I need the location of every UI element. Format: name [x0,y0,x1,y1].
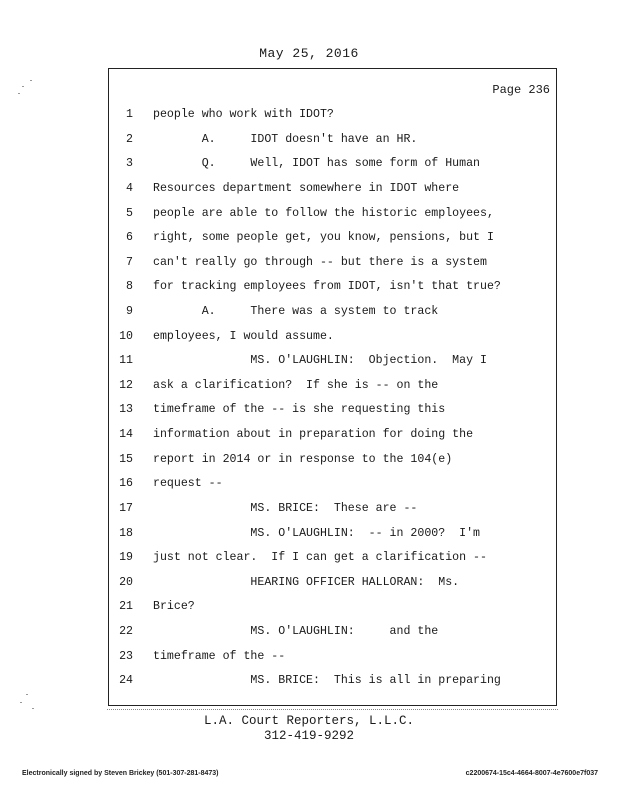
line-text: information about in preparation for doing the [153,428,474,441]
line-text: timeframe of the -- is she requesting this [153,403,446,416]
line-number: 20 [119,576,133,589]
line-number: 6 [126,231,133,244]
transcript-line [109,548,558,568]
line-text: report in 2014 or in response to the 104(e) [153,453,453,466]
firm-phone: 312-419-9292 [263,729,354,743]
line-text: people are able to follow the historic employees, [153,207,494,220]
scan-speck [20,702,22,703]
transcript-line [109,204,558,224]
line-number: 11 [119,354,133,367]
transcript-line [109,327,558,347]
transcript-line [109,179,558,199]
line-number: 14 [119,428,133,441]
transcript-line [109,474,558,494]
transcript-line [109,671,558,691]
line-number: 8 [126,280,133,293]
line-number: 7 [126,256,133,269]
electronic-signature-note: Electronically signed by Steven Brickey (501-307-281-8473) [22,770,219,777]
line-number: 22 [119,625,133,638]
line-text: MS. O'LAUGHLIN: and the [153,625,439,638]
transcript-line [109,351,558,371]
transcript-line [109,597,558,617]
line-text: MS. O'LAUGHLIN: Objection. May I [153,354,487,367]
document-id: c2200674-15c4-4664-8007-4e7600e7f037 [465,770,598,777]
line-text: MS. BRICE: This is all in preparing [153,674,501,687]
line-text: Q. Well, IDOT has some form of Human [153,157,480,170]
transcript-page-frame [108,68,557,706]
line-number: 16 [119,477,133,490]
firm-name: L.A. Court Reporters, L.L.C. [203,714,415,728]
scan-speck [32,708,34,709]
line-text: timeframe of the -- [153,650,286,663]
transcript-line [109,400,558,420]
line-text: can't really go through -- but there is a system [153,256,487,269]
line-text: right, some people get, you know, pensions, but I [153,231,494,244]
line-number: 18 [119,527,133,540]
transcript-line [109,154,558,174]
page-number: Page 236 [492,83,550,97]
line-text: Brice? [153,600,195,613]
line-number: 9 [126,305,133,318]
line-text: for tracking employees from IDOT, isn't that true? [153,280,501,293]
line-number: 2 [126,133,133,146]
transcript-line [109,130,558,150]
line-number: 13 [119,403,133,416]
line-number: 10 [119,330,133,343]
scan-speck [26,694,28,695]
line-text: just not clear. If I can get a clarification -- [153,551,487,564]
line-text: A. There was a system to track [153,305,439,318]
transcript-line [109,228,558,248]
line-number: 23 [119,650,133,663]
transcript-line [109,622,558,642]
line-text: people who work with IDOT? [153,108,334,121]
transcript-line [109,573,558,593]
line-text: employees, I would assume. [153,330,334,343]
transcript-line [109,450,558,470]
transcript-line [109,277,558,297]
transcript-line [109,376,558,396]
line-text: ask a clarification? If she is -- on the [153,379,439,392]
transcript-line [109,302,558,322]
line-text: MS. O'LAUGHLIN: -- in 2000? I'm [153,527,480,540]
transcript-line [109,105,558,125]
line-number: 21 [119,600,133,613]
transcript-line [109,253,558,273]
transcript-line [109,647,558,667]
line-text: request -- [153,477,223,490]
line-number: 4 [126,182,133,195]
scan-speck [18,93,20,94]
line-text: HEARING OFFICER HALLORAN: Ms. [153,576,460,589]
transcript-line [109,425,558,445]
line-number: 19 [119,551,133,564]
line-number: 5 [126,207,133,220]
line-text: A. IDOT doesn't have an HR. [153,133,418,146]
line-text: MS. BRICE: These are -- [153,502,418,515]
line-number: 24 [119,674,133,687]
line-number: 12 [119,379,133,392]
scan-speck [22,86,24,87]
transcript-line [109,524,558,544]
line-text: Resources department somewhere in IDOT where [153,182,460,195]
deposition-date: May 25, 2016 [259,46,359,61]
court-reporter-footer [0,714,618,744]
line-number: 1 [126,108,133,121]
line-number: 3 [126,157,133,170]
scan-speck [30,80,32,81]
transcript-line [109,499,558,519]
line-number: 17 [119,502,133,515]
line-number: 15 [119,453,133,466]
